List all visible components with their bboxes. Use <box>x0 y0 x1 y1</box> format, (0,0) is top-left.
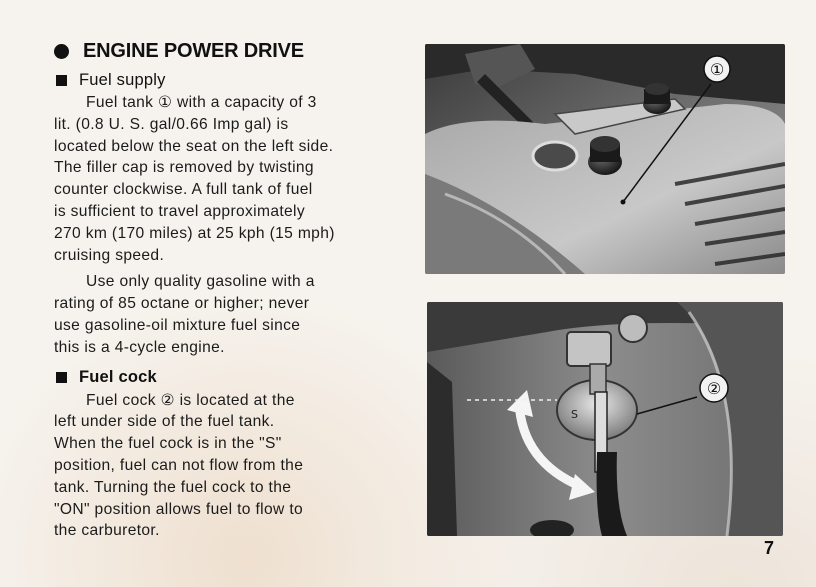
text-line: "ON" position allows fuel to flow to <box>54 500 304 518</box>
round-bullet-icon <box>54 44 69 59</box>
text-line: this is a 4-cycle engine. <box>54 338 225 356</box>
text-line: Use only quality gasoline with a <box>86 273 315 291</box>
valve-s-marking: S <box>571 408 578 421</box>
text-line: When the fuel cock is in the "S" <box>54 435 282 453</box>
square-bullet-icon <box>56 75 67 86</box>
text-column <box>54 40 404 542</box>
fuel-supply-paragraph <box>54 92 404 266</box>
text-line: lit. (0.8 U. S. gal/0.66 Imp gal) is <box>54 115 289 133</box>
fuel-tank-photo <box>425 44 785 274</box>
text-line: rating of 85 octane or higher; never <box>54 295 310 313</box>
square-bullet-icon <box>56 372 67 383</box>
text-line: tank. Turning the fuel cock to the <box>54 478 292 496</box>
text-line: 270 km (170 miles) at 25 kph (15 mph) <box>54 224 335 242</box>
octane-paragraph <box>54 271 404 358</box>
text-line: located below the seat on the left side. <box>54 137 334 155</box>
text-line: position, fuel can not flow from the <box>54 456 304 474</box>
text-line: the carburetor. <box>54 522 160 540</box>
text-line: Fuel tank ① with a capacity of 3 <box>86 94 317 111</box>
fuel-supply-heading: Fuel supply <box>79 71 166 89</box>
text-line: The filler cap is removed by twisting <box>54 159 314 177</box>
text-line: is sufficient to travel approximately <box>54 202 306 220</box>
text-line: Fuel cock ② is located at the <box>86 391 295 409</box>
section-title: ENGINE POWER DRIVE <box>83 40 304 62</box>
text-line: counter clockwise. A full tank of fuel <box>54 181 313 199</box>
text-line: left under side of the fuel tank. <box>54 413 275 431</box>
page-number: 7 <box>763 538 774 558</box>
fuel-supply-heading-row <box>54 71 404 90</box>
fuel-cock-heading: Fuel cock <box>79 367 157 386</box>
text-line: use gasoline-oil mixture fuel since <box>54 316 301 334</box>
callout-2-label: ② <box>706 379 722 398</box>
fuel-cock-photo <box>427 302 783 536</box>
text-line: cruising speed. <box>54 246 165 264</box>
fuel-cock-heading-row <box>54 368 404 387</box>
fuel-cock-paragraph <box>54 390 404 543</box>
section-title-row <box>54 40 404 63</box>
callout-1-label: ① <box>709 60 725 79</box>
